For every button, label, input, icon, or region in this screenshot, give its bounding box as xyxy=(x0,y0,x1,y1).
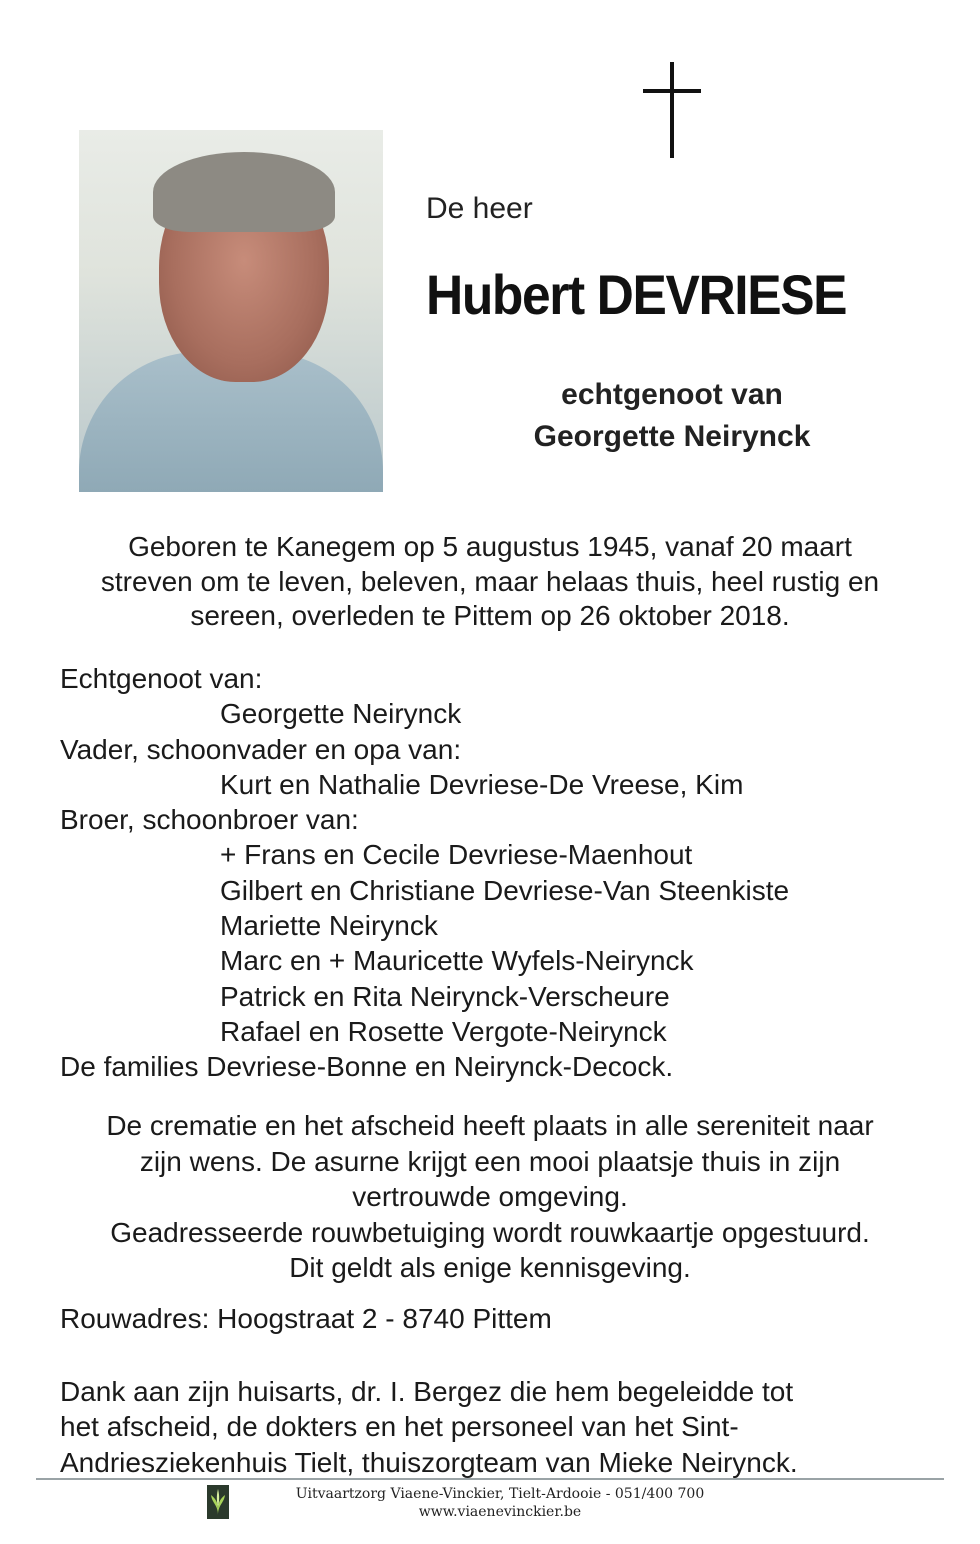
portrait-photo xyxy=(79,130,383,492)
spouse-line-2: Georgette Neirynck xyxy=(533,420,811,453)
deceased-name: Hubert DEVRIESE xyxy=(426,263,847,326)
cremation-line: zijn wens. De asurne krijgt een mooi plaatsje thuis in zijn xyxy=(139,1145,841,1177)
family-line: De families Devriese-Bonne en Neirynck-Decock. xyxy=(60,1051,674,1083)
thanks-line: het afscheid, de dokters en het personeel van het Sint- xyxy=(60,1411,739,1443)
cremation-line: Geadresseerde rouwbetuiging wordt rouwkaartje opgestuurd. xyxy=(110,1216,870,1248)
family-line: + Frans en Cecile Devriese-Maenhout xyxy=(220,839,693,871)
family-line: Georgette Neirynck xyxy=(220,698,462,730)
intro-line: sereen, overleden te Pittem op 26 oktober 2018. xyxy=(190,600,790,631)
family-list xyxy=(60,661,940,1085)
family-line: Rafael en Rosette Vergote-Neirynck xyxy=(220,1015,667,1047)
thanks-text xyxy=(60,1374,940,1480)
family-line: Patrick en Rita Neirynck-Verscheure xyxy=(220,980,670,1012)
spouse-heading xyxy=(432,374,912,458)
family-line: Kurt en Nathalie Devriese-De Vreese, Kim xyxy=(220,768,744,800)
cremation-line: De crematie en het afscheid heeft plaats in alle sereniteit naar xyxy=(106,1110,874,1141)
thanks-line: Andriesziekenhuis Tielt, thuiszorgteam van Mieke Neirynck. xyxy=(60,1446,798,1478)
mourning-address: Rouwadres: Hoogstraat 2 - 8740 Pittem xyxy=(60,1303,552,1334)
footer-divider xyxy=(36,1478,944,1480)
spouse-line-1: echtgenoot van xyxy=(561,378,783,411)
footer-website[interactable]: www.viaenevinckier.be xyxy=(418,1504,582,1520)
intro-line: Geboren te Kanegem op 5 augustus 1945, vanaf 20 maart xyxy=(128,531,852,562)
salutation: De heer xyxy=(426,192,533,225)
family-line: Mariette Neirynck xyxy=(220,910,438,942)
cremation-line: vertrouwde omgeving. xyxy=(352,1181,628,1212)
family-line: Broer, schoonbroer van: xyxy=(60,804,359,836)
intro-line: streven om te leven, beleven, maar helaas thuis, heel rustig en xyxy=(100,565,880,597)
birth-death-text xyxy=(40,530,940,634)
family-line: Marc en + Mauricette Wyfels-Neirynck xyxy=(220,945,694,977)
cremation-line: Dit geldt als enige kennisgeving. xyxy=(289,1252,691,1283)
family-line: Vader, schoonvader en opa van: xyxy=(60,733,462,765)
family-line: Echtgenoot van: xyxy=(60,663,263,694)
footer-company: Uitvaartzorg Viaene-Vinckier, Tielt-Ardooie - 051/400 700 xyxy=(295,1486,705,1502)
thanks-line: Dank aan zijn huisarts, dr. I. Bergez die hem begeleidde tot xyxy=(60,1376,794,1407)
cremation-text xyxy=(40,1108,940,1286)
family-line: Gilbert en Christiane Devriese-Van Steenkiste xyxy=(220,874,790,906)
cross-icon xyxy=(643,62,701,158)
